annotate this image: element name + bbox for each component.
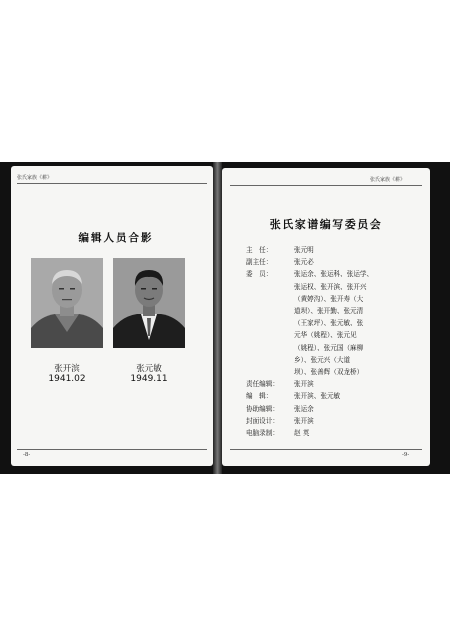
roster-value: 张元必 [294, 258, 314, 267]
photo-2-name: 张元敏 [136, 364, 162, 374]
committee-roster [246, 244, 422, 439]
roster-label: 协助编辑： [246, 404, 279, 413]
roster-row-assistant-editor [246, 403, 422, 415]
left-header-rule [17, 183, 207, 184]
left-running-head: 张氏家族《耕》 [17, 175, 53, 181]
photo-2-caption [109, 364, 189, 384]
right-page [222, 168, 430, 466]
roster-label: 责任编辑： [246, 380, 279, 389]
roster-value: 张开滨 [294, 380, 314, 389]
roster-row-cover-design [246, 415, 422, 427]
roster-label: 电脑录制： [246, 429, 279, 438]
book-gutter [213, 162, 222, 474]
roster-value: 张开滨、张元敏 [294, 392, 341, 401]
photo-1-name: 张开滨 [54, 364, 80, 374]
roster-value: 张运余、张运科、张运学、 [294, 270, 374, 279]
roster-value: 乡）、张元兴（大道 [294, 355, 351, 364]
portrait-2-image [113, 258, 185, 348]
left-footer-rule [17, 449, 207, 450]
left-page [11, 166, 213, 466]
roster-value: 道坝）、张开勤、张元清 [294, 307, 364, 316]
roster-row-typesetting [246, 427, 422, 439]
roster-value: 赵 英 [294, 429, 310, 438]
roster-value: 坝）、张善辉（双龙桥） [294, 368, 364, 377]
roster-value: 元华（姚程）、张元见 [294, 331, 357, 340]
portrait-photo-2 [113, 258, 185, 348]
roster-label: 副主任： [246, 258, 273, 267]
portrait-photo-1 [31, 258, 103, 348]
roster-row-chief-editor [246, 378, 422, 390]
roster-row-members [246, 268, 422, 378]
roster-label: 主 任： [246, 246, 273, 254]
right-running-head: 张氏家族《耕》 [370, 177, 406, 183]
right-page-number: -9- [402, 452, 410, 458]
roster-value: （姚程）、张元国（麻柳 [294, 343, 364, 352]
right-footer-rule [230, 449, 422, 450]
portrait-1-image [31, 258, 103, 348]
photo-1-year: 1941.02 [48, 374, 86, 384]
roster-value: 张元明 [294, 246, 314, 254]
roster-row-director [246, 244, 422, 256]
left-page-number: -8- [23, 452, 31, 458]
roster-row-deputy [246, 256, 422, 268]
photo-2-year: 1949.11 [130, 374, 168, 384]
roster-value: 张运余 [294, 404, 314, 413]
roster-value: 张开滨 [294, 416, 314, 425]
roster-value: （王家坪）、张元敏、张 [294, 319, 364, 328]
book-spread [0, 162, 450, 474]
roster-row-editors [246, 390, 422, 402]
roster-value: （黄婷沟）、张开寿（大 [294, 294, 364, 303]
right-page-title: 张氏家谱编写委员会 [269, 218, 383, 231]
roster-label: 封面设计： [246, 416, 279, 425]
roster-label: 编 辑： [246, 392, 273, 401]
roster-label: 委 员： [246, 270, 273, 279]
photo-1-caption [27, 364, 107, 384]
roster-value: 张运权、张开滨、张开兴 [294, 282, 367, 291]
right-header-rule [230, 185, 422, 186]
left-page-title: 编辑人员合影 [78, 232, 154, 244]
